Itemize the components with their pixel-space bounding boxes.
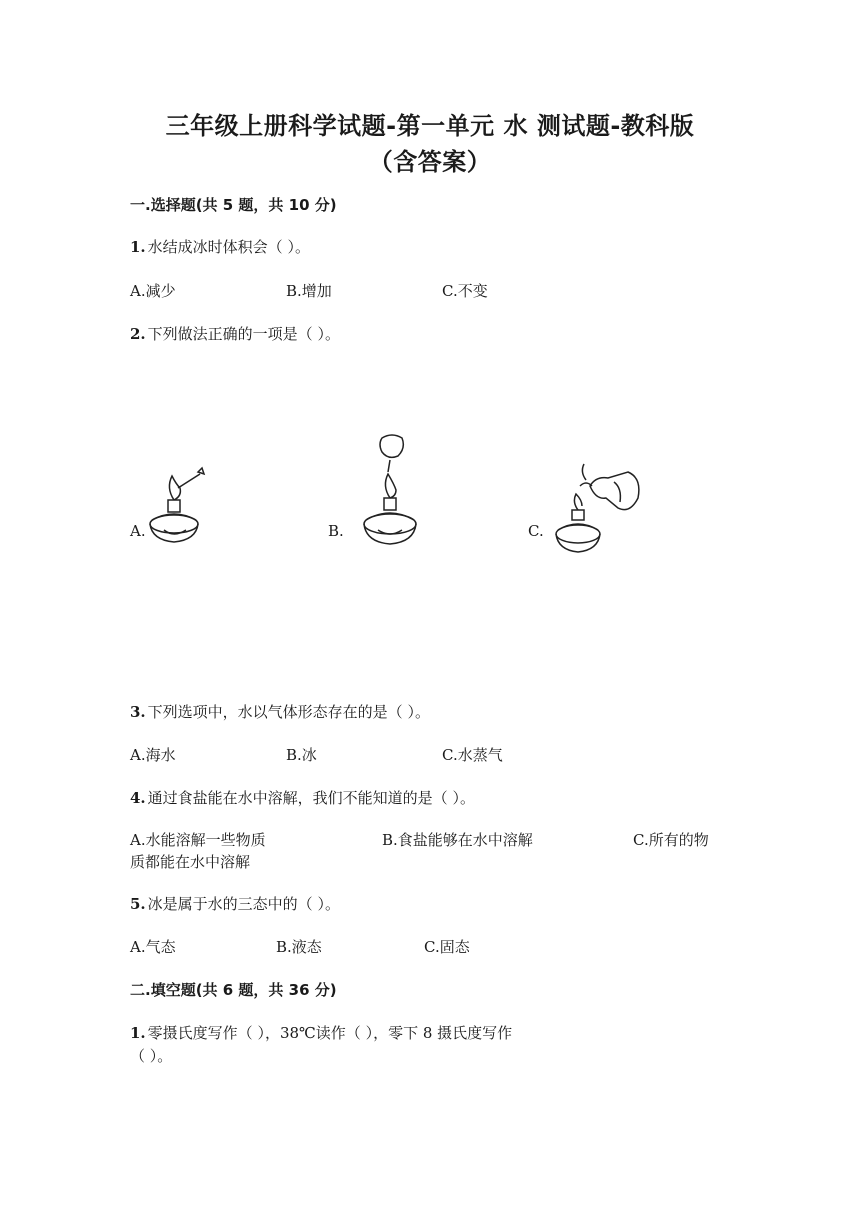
option-b[interactable]: B.增加	[286, 282, 332, 300]
question-number: 2.	[130, 325, 146, 343]
question-5	[130, 893, 340, 914]
question-number: 5.	[130, 895, 146, 913]
option-a[interactable]: A.气态	[130, 938, 176, 956]
question-text: 零摄氏度写作（ ），38℃读作（ ），零下 8 摄氏度写作	[147, 1024, 513, 1042]
question-number: 4.	[130, 789, 146, 807]
question-text: 下列做法正确的一项是（ ）。	[147, 325, 340, 343]
alcohol-lamp-paper-figure	[352, 432, 432, 552]
question-1	[130, 236, 310, 257]
option-b[interactable]: B.冰	[286, 746, 317, 764]
question-3	[130, 701, 430, 722]
option-a[interactable]: A.减少	[130, 282, 176, 300]
option-c[interactable]: C.水蒸气	[442, 746, 503, 764]
question-text: 通过食盐能在水中溶解，我们不能知道的是（ ）。	[147, 789, 475, 807]
question-text: 下列选项中，水以气体形态存在的是（ ）。	[147, 703, 430, 721]
alcohol-lamp-lamp-figure	[550, 458, 650, 558]
option-c[interactable]: C.	[528, 522, 544, 540]
page-title: 三年级上册科学试题-第一单元 水 测试题-教科版	[165, 112, 695, 140]
fill-question-1-continued: （ ）。	[130, 1047, 173, 1065]
section-heading-fill: 二.填空题(共 6 题，共 36 分)	[130, 981, 337, 999]
option-c[interactable]: C.固态	[424, 938, 470, 956]
question-number: 1.	[130, 1024, 146, 1042]
option-a[interactable]: A.水能溶解一些物质	[130, 831, 266, 849]
question-text: 冰是属于水的三态中的（ ）。	[147, 895, 340, 913]
question-text: 水结成冰时体积会（ ）。	[147, 238, 310, 256]
fill-question-1	[130, 1022, 512, 1043]
page-subtitle: （含答案）	[368, 148, 492, 176]
question-2	[130, 323, 340, 344]
option-a[interactable]: A.	[130, 522, 146, 540]
option-a[interactable]: A.海水	[130, 746, 176, 764]
question-number: 1.	[130, 238, 146, 256]
option-c-continued: 质都能在水中溶解	[130, 853, 251, 871]
section-heading-choice: 一.选择题(共 5 题，共 10 分)	[130, 196, 337, 214]
question-number: 3.	[130, 703, 146, 721]
option-b[interactable]: B.液态	[276, 938, 322, 956]
option-c[interactable]: C.不变	[442, 282, 488, 300]
option-b[interactable]: B.	[328, 522, 344, 540]
question-4	[130, 787, 475, 808]
option-b[interactable]: B.食盐能够在水中溶解	[382, 831, 533, 849]
option-c[interactable]: C.所有的物	[633, 831, 709, 849]
alcohol-lamp-match-figure	[142, 462, 222, 552]
